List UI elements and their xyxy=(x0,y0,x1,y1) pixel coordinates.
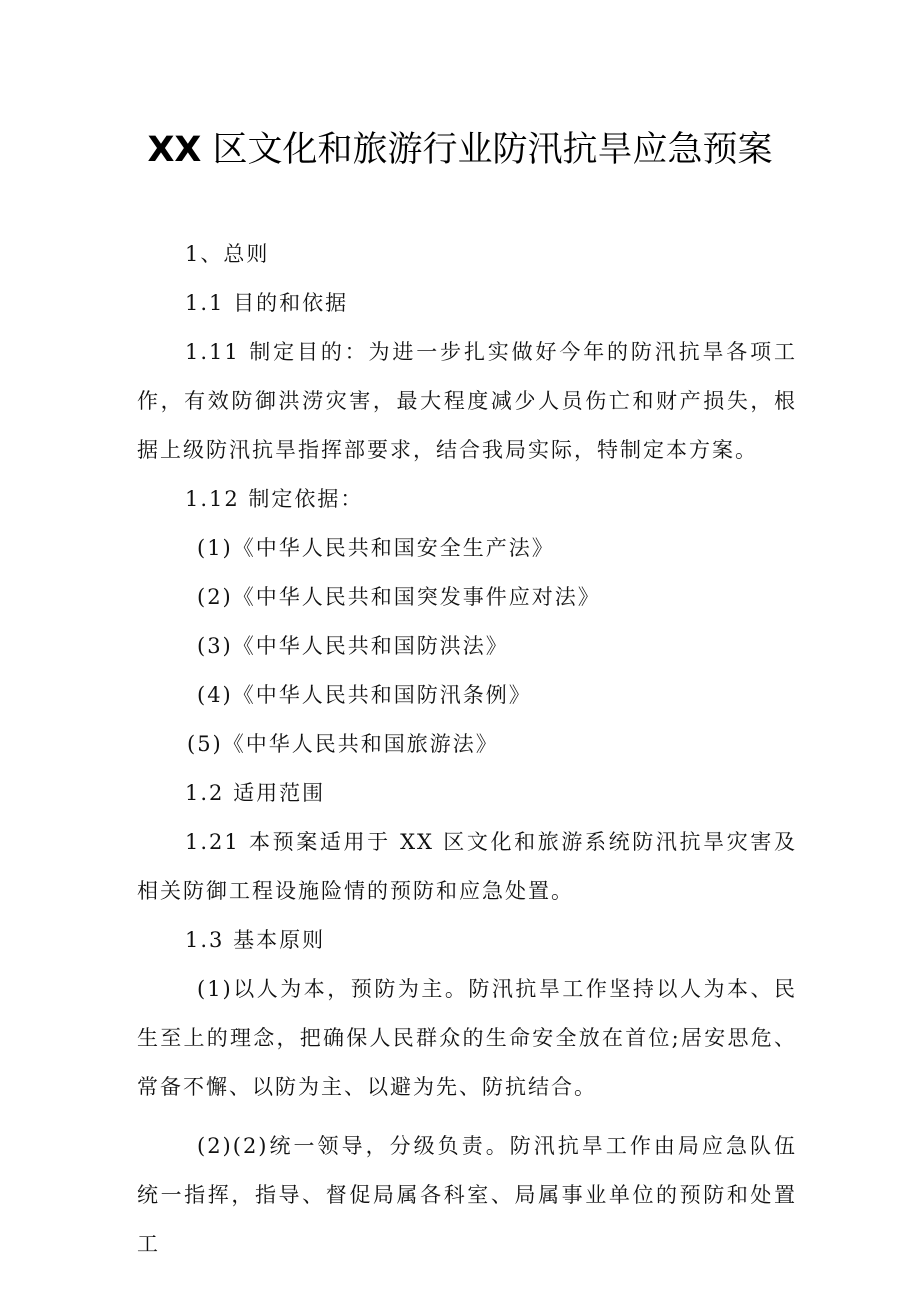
section-heading: 1.12 制定依据： xyxy=(185,487,364,511)
body-paragraph: (1)以人为本，预防为主。防汛抗旱工作坚持以人为本、民生至上的理念，把确保人民群众的生命安全放在首位;居安思危、常备不懈、以防为主、以避为先、防抗结合。 xyxy=(137,977,797,1099)
list-item: (1)《中华人民共和国安全生产法》 xyxy=(197,536,555,560)
body-paragraph: (2)(2)统一领导，分级负责。防汛抗旱工作由局应急队伍统一指挥，指导、督促局属各科室、局属事业单位的预防和处置工 xyxy=(137,1134,797,1256)
list-item: (3)《中华人民共和国防洪法》 xyxy=(197,634,509,658)
section-heading: 1.3 基本原则 xyxy=(185,928,326,952)
title-text: 区文化和旅游行业防汛抗旱应急预案 xyxy=(201,130,773,170)
list-item: (5)《中华人民共和国旅游法》 xyxy=(187,732,499,756)
title-prefix: XX xyxy=(147,130,202,170)
section-heading: 1、总则 xyxy=(185,242,270,266)
section-heading: 1.2 适用范围 xyxy=(185,781,326,805)
document-body xyxy=(137,230,797,1269)
list-item: (2)《中华人民共和国突发事件应对法》 xyxy=(197,585,601,609)
list-item: (4)《中华人民共和国防汛条例》 xyxy=(197,683,532,707)
section-heading: 1.1 目的和依据 xyxy=(185,291,349,315)
body-paragraph: 1.21 本预案适用于 XX 区文化和旅游系统防汛抗旱灾害及相关防御工程设施险情的预防和应急处置。 xyxy=(137,830,797,903)
document-title xyxy=(0,122,920,172)
body-paragraph: 1.11 制定目的：为进一步扎实做好今年的防汛抗旱各项工作，有效防御洪涝灾害，最大程度减少人员伤亡和财产损失，根据上级防汛抗旱指挥部要求，结合我局实际，特制定本方案。 xyxy=(137,340,797,462)
